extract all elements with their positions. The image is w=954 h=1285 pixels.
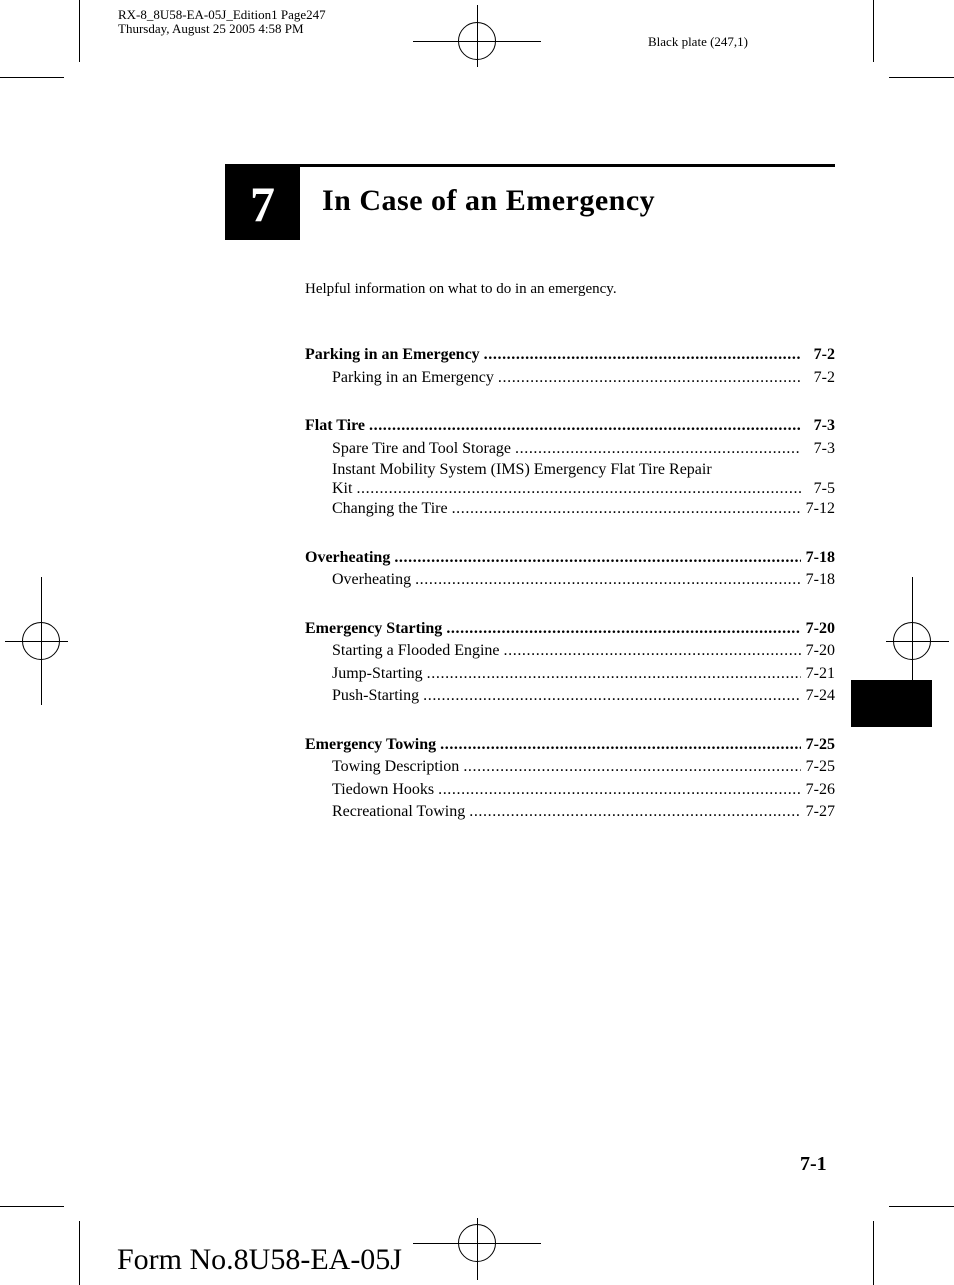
toc-item[interactable] [305,569,835,592]
toc-item-title: Jump-Starting [332,664,423,682]
toc-item-title: Tiedown Hooks [332,780,435,798]
toc-page-number: 7-25 [805,735,835,753]
toc-section-emergency-towing [305,734,835,824]
toc-heading[interactable] [305,344,835,367]
toc-item[interactable] [305,663,835,686]
chapter-title: In Case of an Emergency [322,184,656,217]
toc-page-number: 7-20 [805,619,835,637]
toc-page-number: 7-12 [805,500,835,517]
toc-heading-title: Emergency Starting [305,619,443,637]
toc-item-title: Starting a Flooded Engine [332,642,500,659]
toc-item[interactable] [305,801,835,824]
table-of-contents [305,344,835,850]
toc-heading-title: Flat Tire [305,417,365,434]
chapter-intro: Helpful information on what to do in an emergency. [305,281,617,297]
toc-item[interactable] [305,367,835,390]
toc-page-number: 7-2 [813,368,835,386]
toc-page-number: 7-5 [813,480,835,497]
toc-item[interactable] [305,498,835,521]
toc-page-number: 7-27 [805,803,835,820]
toc-item-title: Overheating [332,571,412,588]
toc-section-overheating [305,547,835,592]
toc-item[interactable] [305,460,835,498]
toc-item[interactable] [305,640,835,663]
toc-section-flat-tire [305,415,835,521]
toc-item-title: Instant Mobility System (IMS) Emergency Flat Tire Repair [332,461,712,478]
toc-heading[interactable] [305,415,835,438]
toc-item[interactable] [305,756,835,779]
toc-item-title: Recreational Towing [332,803,466,820]
toc-item-title-continued: Kit [332,480,353,497]
toc-item-title: Parking in an Emergency [332,368,494,386]
toc-section-parking [305,344,835,389]
toc-page-number: 7-25 [805,758,835,775]
toc-item-title: Push-Starting [332,687,420,704]
toc-item[interactable] [305,779,835,802]
toc-heading[interactable] [305,547,835,570]
toc-page-number: 7-3 [813,417,835,434]
print-date-line: Thursday, August 25 2005 4:58 PM [118,21,304,36]
black-plate-label: Black plate (247,1) [648,34,748,49]
toc-page-number: 7-21 [805,664,835,682]
toc-page-number: 7-26 [805,780,835,798]
toc-item[interactable] [305,438,835,461]
toc-heading-title: Parking in an Emergency [305,346,480,363]
toc-heading-title: Emergency Towing [305,735,437,753]
chapter-rule [225,164,835,167]
toc-item-title: Towing Description [332,758,460,775]
toc-section-emergency-starting [305,618,835,708]
chapter-thumb-tab [851,680,932,727]
page-number: 7-1 [800,1153,827,1175]
toc-heading[interactable] [305,734,835,757]
toc-page-number: 7-24 [805,687,835,704]
toc-item-title: Spare Tire and Tool Storage [332,439,512,457]
toc-item-title: Changing the Tire [332,500,448,517]
print-file-line: RX-8_8U58-EA-05J_Edition1 Page247 [118,7,326,22]
toc-heading-title: Overheating [305,548,391,566]
form-number: Form No.8U58-EA-05J [117,1243,402,1276]
toc-heading[interactable] [305,618,835,641]
toc-page-number: 7-18 [805,548,835,566]
toc-page-number: 7-18 [805,571,835,588]
toc-page-number: 7-3 [813,439,835,457]
toc-page-number: 7-20 [805,642,835,659]
toc-item[interactable] [305,685,835,708]
chapter-number: 7 [225,167,300,240]
toc-page-number: 7-2 [813,346,835,363]
